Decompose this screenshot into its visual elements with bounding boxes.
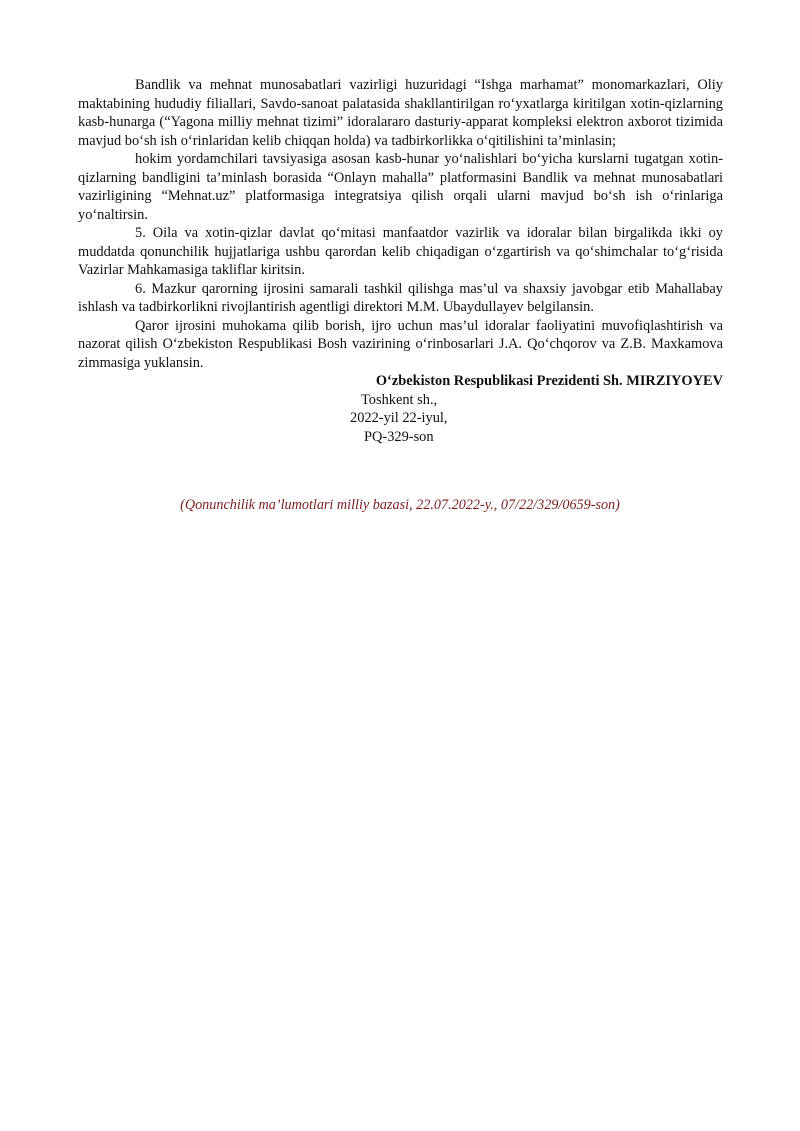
paragraph-item-5: 5. Oila va xotin-qizlar davlat qo‘mitasi manfaatdor vazirlik va idoralar bilan birgalikda ikki oy muddatda qonunchilik hujjatlariga ushbu qarordan kelib chiqadigan o‘zgartirish va qo‘shimchalar to‘g‘risida Vazirlar Mahkamasiga takliflar kiritsin.	[78, 225, 723, 278]
paragraph-item-6: 6. Mazkur qarorning ijrosini samarali tashkil qilishga mas’ul va shaxsiy javobgar etib Mahallabay ishlash va tadbirkorlikni rivojlantirish agentligi direktori M.M. Ubaydullayev belgilansin.	[78, 280, 723, 315]
president-signature: O‘zbekiston Respublikasi Prezidenti Sh. MIRZIYOYEV	[375, 373, 723, 389]
source-reference: (Qonunchilik ma’lumotlari milliy bazasi, 22.07.2022-y., 07/22/329/0659-son)	[180, 497, 620, 513]
document-body	[78, 76, 723, 447]
paragraph-monomarkaz-training: Bandlik va mehnat munosabatlari vazirligi huzuridagi “Ishga marhamat” monomarkazlari, Oliy maktabining hududiy filiallari, Savdo-sanoat palatasida shakllantirilgan ro‘yxatlarga kiritilgan xotin-qizlarning kasb-hunarga (“Yagona milliy mehnat tizimi” idoralararo dasturiy-apparat kompleksi elektron axborot tizimida mavjud bo‘sh ish o‘rinlaridan kelib chiqqan holda) va tadbirkorlikka o‘qitilishini ta’minlasin;	[78, 77, 723, 149]
signing-city: Toshkent sh.,	[361, 391, 438, 408]
paragraph-hokim-assistants: hokim yordamchilari tavsiyasiga asosan kasb-hunar yo‘nalishlari bo‘yicha kurslarni tugatgan xotin-qizlarning bandligini ta’minlash borasida “Onlayn mahalla” platformasini Bandlik va mehnat munosabatlari vazirligining “Mehnat.uz” platformasiga integratsiya qilish orqali ularni mavjud bo‘sh ish o‘rinlariga yo‘naltirsin.	[78, 151, 723, 223]
signature-details	[78, 391, 723, 447]
paragraph-control: Qaror ijrosini muhokama qilib borish, ijro uchun mas’ul idoralar faoliyatini muvofiqlashtirish va nazorat qilish O‘zbekiston Respublikasi Bosh vazirining o‘rinbosarlari J.A. Qo‘chqorov va Z.B. Maxkamova zimmasiga yuklansin.	[78, 317, 723, 371]
signing-date: 2022-yil 22-iyul,	[350, 410, 448, 426]
resolution-number: PQ-329-son	[364, 428, 434, 445]
